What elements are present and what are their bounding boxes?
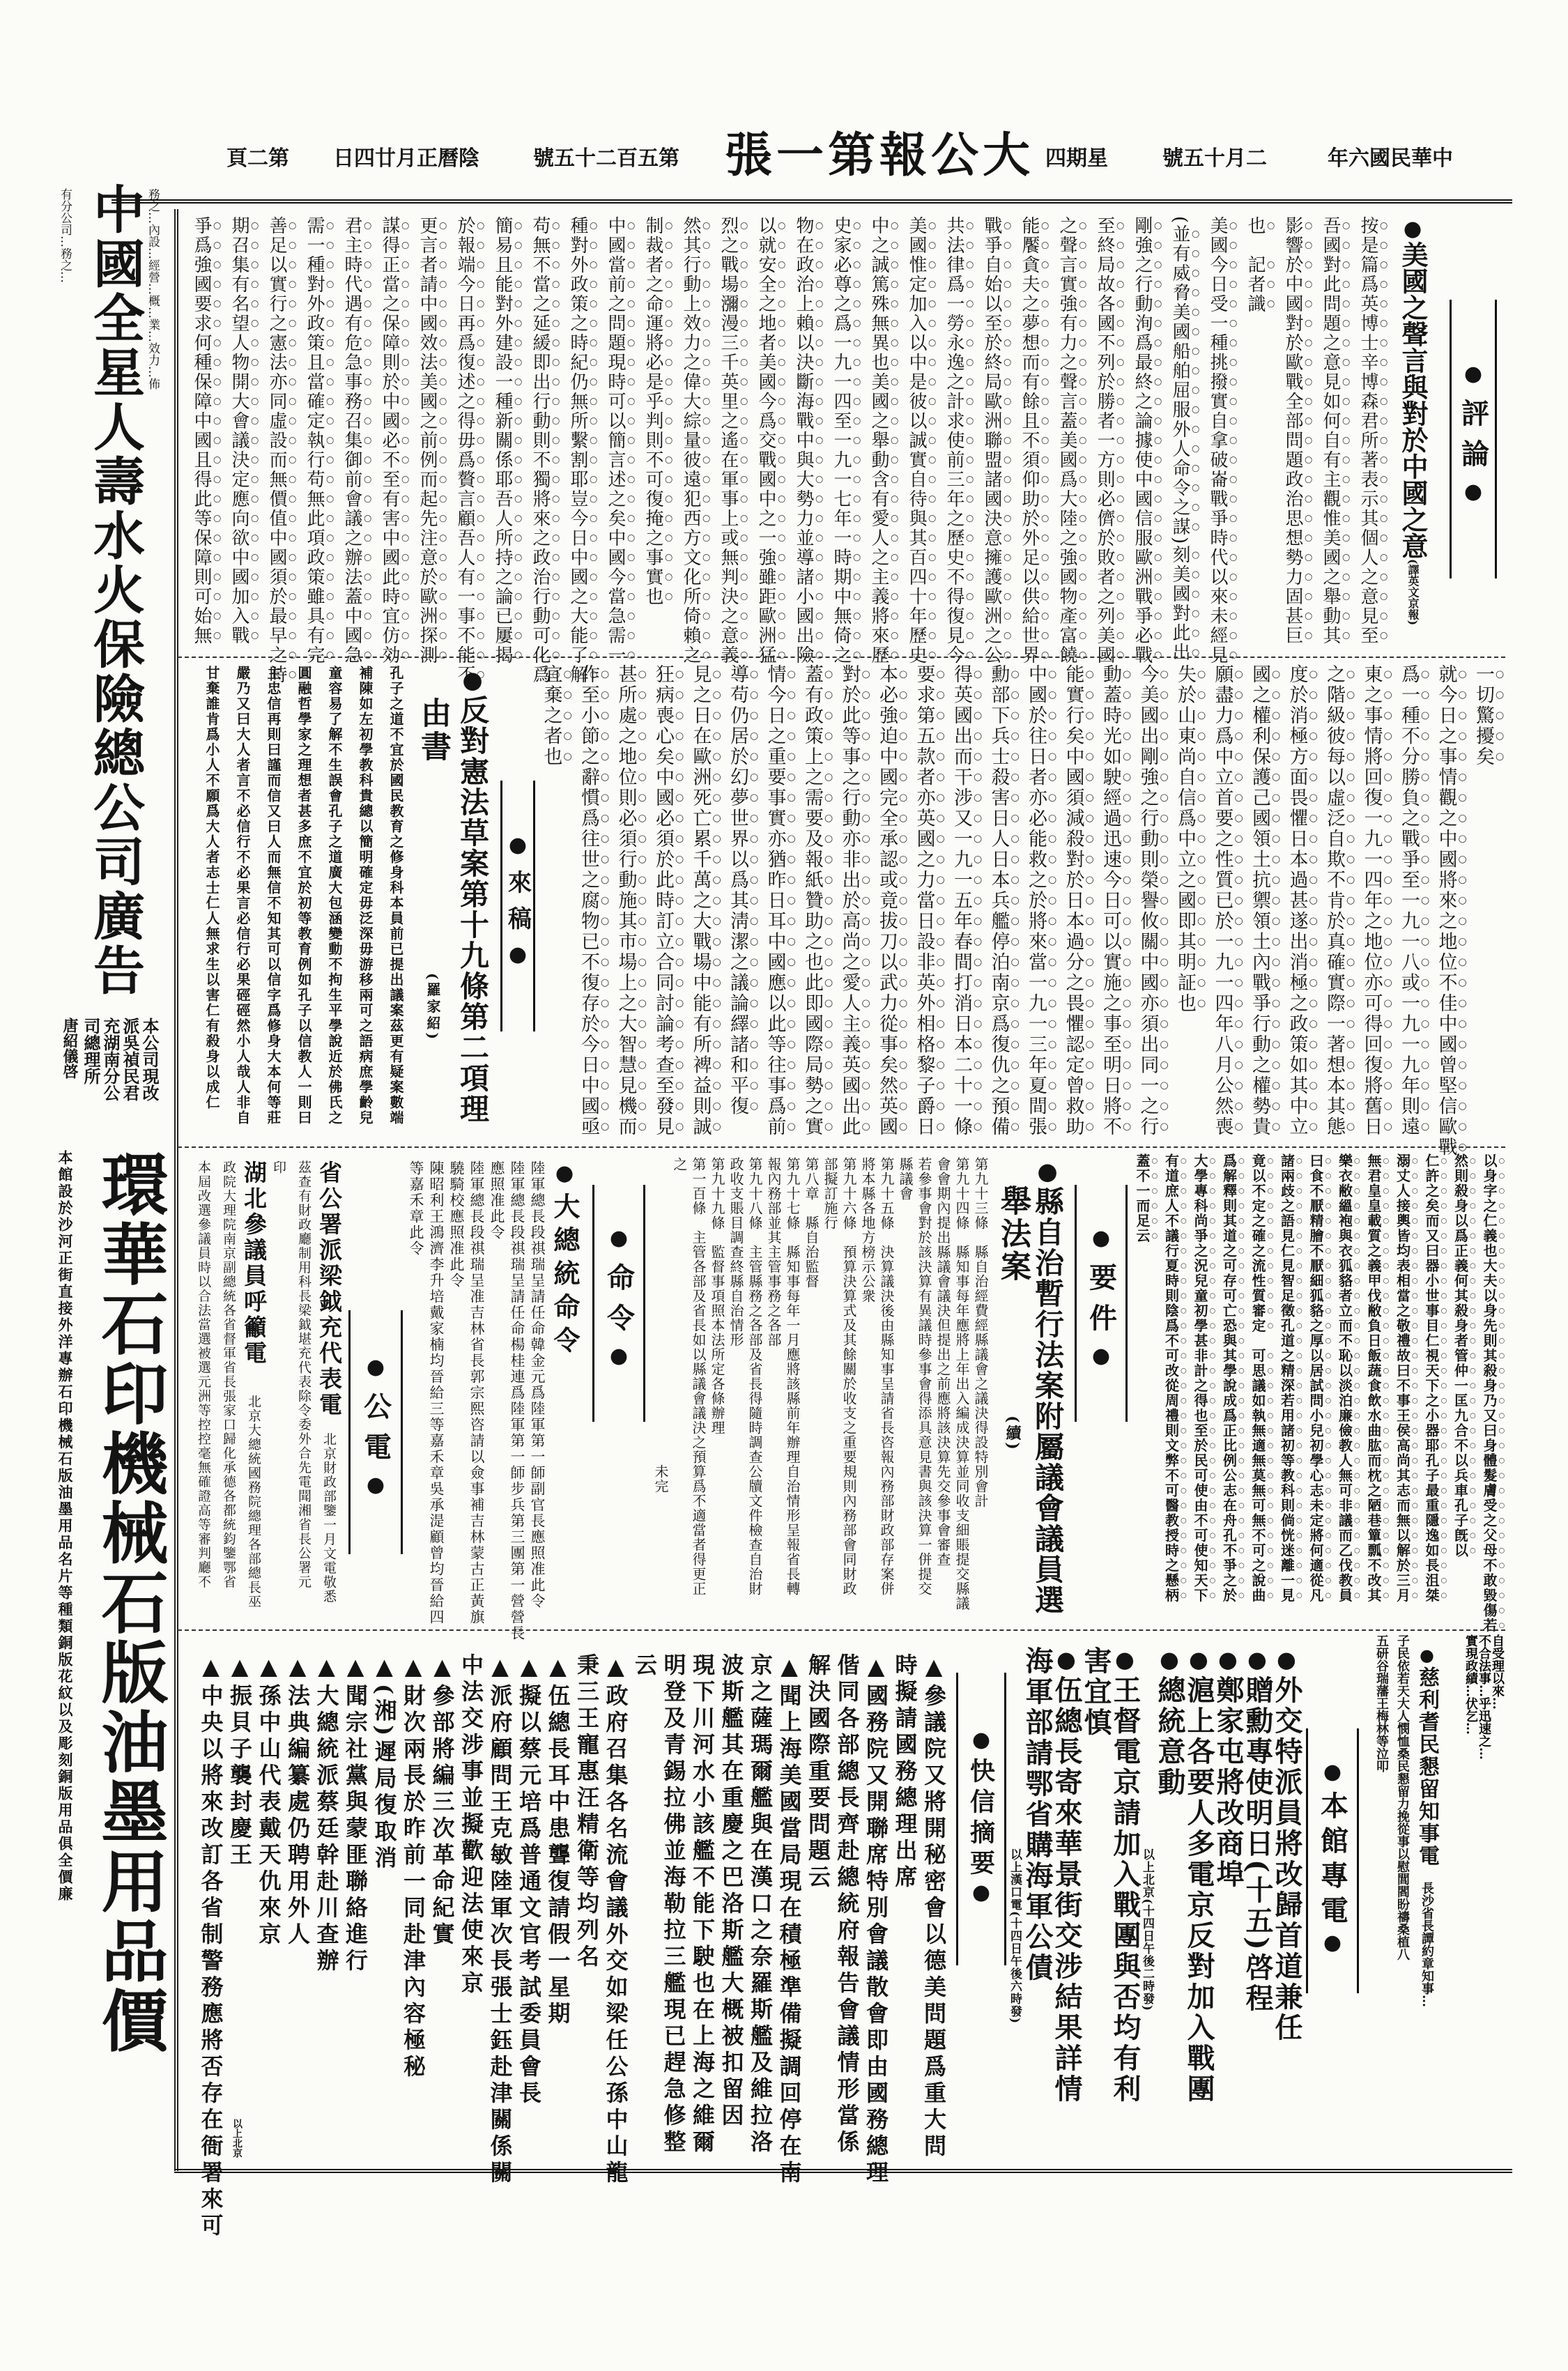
masthead-rule	[112, 199, 1512, 204]
commentary-column: 需一種對外政策且當確定執行苟無此項政策雖具有完	[304, 216, 325, 665]
telegram-headline: 省公署派梁鉞充代表電	[316, 1160, 343, 1418]
law-article-column: 政收支賬目調查終縣自治情形	[728, 1157, 744, 1347]
headline-text: 總統意動	[1153, 1675, 1186, 1798]
commentary-column: 也 記者識	[1245, 216, 1266, 314]
law-article-column: 未完	[652, 1157, 669, 1494]
notice-column: 充湖南分公	[100, 1018, 121, 1101]
commentary-column: 烈之戰場瀰漫三千英里之遙在軍事上或無判決之意義	[718, 216, 739, 665]
contribution-text	[195, 666, 411, 1143]
quick-news-column: 秉三王寵惠汪精衛等均列名	[574, 1653, 600, 1971]
law-article-column: 第一百條 主管各部及省長如以縣議會議決之預算爲不適當者得更正	[690, 1157, 707, 1596]
law-article-column: 之	[671, 1157, 688, 1172]
essentials-headline-cont	[995, 1185, 1030, 1624]
band-divider	[178, 657, 1505, 658]
bullet-icon	[1212, 1646, 1245, 1675]
commentary-column: 一切驚擾矣	[1473, 664, 1494, 767]
quick-news-column: ▲大總統派蔡廷幹赴川查辦	[313, 1653, 340, 1975]
bullet-icon	[1153, 1646, 1186, 1675]
commentary-column: 甚所處之地位則必須行動施其市場上之大智慧見機而	[615, 664, 637, 1137]
quick-news-column: ▲參議院又將開秘密會以德美問題爲重大問	[921, 1653, 947, 2161]
commentary-text-part1	[178, 216, 1389, 684]
commentary-column: 吾國對此問題之意見如何自有主觀惟美國之舉動其	[1320, 216, 1341, 645]
quick-news-column: ▲擬以蔡元培爲普通文官考試委員會長	[516, 1653, 542, 2108]
quick-news-column: ▲振貝子襲封慶王	[226, 1653, 253, 1869]
headline-text: 害宜慎	[1079, 1646, 1112, 1738]
quick-news-column: ▲法典編纂處仍聘用外人	[284, 1653, 311, 1949]
commentary-column: 國之權利保護己國領土抗禦領土內戰爭行動之權勢貴	[1249, 664, 1270, 1137]
dense-text-column: 不合法事…乎迅速之…	[1477, 1634, 1491, 1760]
headline-text: 大總統命令	[549, 1192, 581, 1360]
quick-news-column: ▲財次兩長於昨前一同赴津內容極秘	[400, 1653, 426, 2081]
bullet-icon	[1031, 1157, 1065, 1186]
commentary-column: 爭爲強國要求何種保障中國且得此等保障則可始無	[191, 216, 212, 645]
commentary-column: (並有威脅美國船舶屈服外人命令之謀)刻美國對此出	[1169, 216, 1190, 663]
orders-text	[404, 1160, 547, 1641]
cili-telegram-text: 五研谷瑞藩王梅林等泣叩	[1374, 1634, 1389, 1772]
notice-column: 司總理所	[81, 1018, 101, 1084]
headline-text: 外交特派員將改歸首道兼任	[1270, 1675, 1303, 2043]
commentary-column: 之聲言實強有力之聲言蓋美國爲大陸之強國物產富饒	[1056, 216, 1077, 665]
telegram-end: 印	[271, 1160, 286, 1175]
headline-text: 王督電京請加入戰團與否均有利	[1109, 1675, 1142, 2105]
band-divider	[178, 1146, 1505, 1148]
commentary-column: 情今日之重要事實亦猶昨日耳中國應以此等往事爲前	[764, 664, 786, 1137]
masthead-paper-title: 大公報第一張	[725, 128, 1035, 183]
commentary-column: 今美國出剛強之行動則榮譽攸關中國亦須出同一之行	[1137, 664, 1159, 1137]
headline-text: 反對憲法草案第十九條第二項理	[456, 695, 490, 1124]
commentary-column: 史家必尊之爲一九一四至一九一七年一時期中無倚之	[831, 216, 852, 665]
order-column: 陸軍總長段祺瑞呈請任命韓金元爲陸軍第一師副官長應照准此令	[529, 1160, 546, 1609]
insurance-ad-notice	[81, 1018, 162, 1115]
telegram-greeting: 北京大總統國務院總理各部總長巫	[246, 1395, 261, 1609]
quick-news-column: ▲(湘)遲局復取消	[371, 1653, 398, 1873]
commentary-column: 蓋有政策上之需要及報紙贊助之也此即國際局勢之實	[801, 664, 823, 1137]
telegram-item	[241, 1160, 266, 1627]
commentary-column: 善足以實行之憲法亦同虛設而無價值中國須於最早之時	[266, 216, 287, 684]
commentary-column: 然其行動上效力之偉大綜量彼遠犯西方文化所倚賴之	[680, 216, 701, 665]
contribution-column: 樂衣敝縕袍與衣狐貉者立而不恥以淡泊廉儉教人無可非議而乙伐教員	[1336, 1153, 1353, 1603]
law-article-column: 會會期內提出縣議會議決但提出之前應將該決算先交參事會審查	[935, 1157, 951, 1567]
continued-note: (續)	[1004, 1415, 1022, 1452]
dense-text-column: 自受理以來…	[1490, 1634, 1505, 1710]
commentary-column: 勳部下兵士殺害日人日本兵艦停泊南京爲復仇之預備	[987, 664, 1010, 1137]
bullet-icon	[549, 1160, 581, 1192]
headline-text: 美國之聲言與對於中國之意	[1397, 241, 1429, 559]
commentary-column: 美國惟定加入以中是彼以誠實自待與其百四十年歷史	[906, 216, 927, 665]
bullet-icon	[456, 666, 490, 695]
commentary-column: 得英國出而干涉又一九一五年春間打消日本二十一條	[951, 664, 972, 1137]
quick-news-column: ▲政府召集各名流會議外交如梁任公孫中山龍	[602, 1653, 629, 2187]
commentary-column: 按是篇爲英博士辛博森君所著表示其個人之意見至	[1358, 216, 1378, 645]
bullet-icon	[1050, 1646, 1083, 1675]
section-label-special-telegrams	[1306, 1728, 1359, 1993]
commentary-column: 更言者請中國效法美國之前例而起先注意於歐洲探測	[417, 216, 438, 665]
section-label-text: ● 公電 ●	[356, 1355, 396, 1510]
commentary-column: 狂病喪心矣中國必須於此時訂立合同討論考查至發見	[652, 664, 674, 1137]
insurance-ad-side-text-2: 務之…內設…經營…概…業…效力…佈	[146, 188, 160, 390]
contribution-column: 諸兩歧之語見仁見智足徵孔道之精深若用諸初等教科則倘恍迷離一見	[1278, 1153, 1296, 1603]
order-column: 應照准此令	[489, 1160, 505, 1241]
commentary-column: 見之日在歐洲死亡累千萬之大戰場中能有所裨益則誠	[689, 664, 712, 1137]
dateline-note: 以上漢口電(十四日午後六時發)	[1008, 1848, 1022, 2025]
dense-text-column: 實現政績…伏乞…	[1463, 1634, 1478, 1735]
masthead-weekday: 星期四	[1045, 146, 1108, 171]
quick-news-column: 解決國際重要問題云	[805, 1653, 831, 1892]
quick-news-column: 現下川河水小該艦不能下駛也在上海之維爾	[689, 1653, 716, 2156]
cili-telegram-text: 子民依若天大人憫恤桑民懇留力挽從事以慰閭閻盼禱桑植八	[1395, 1634, 1410, 1961]
headline-text: 海軍部請鄂省購海軍公債	[1021, 1646, 1054, 1983]
contribution-column: 蓋不一而足云	[1134, 1153, 1151, 1243]
public-telegrams	[188, 1160, 341, 1627]
commentary-column: 剛強之行動洵爲最終之論據使中國信服歐洲戰爭必戰	[1132, 216, 1153, 665]
orders-headline	[549, 1160, 580, 1390]
law-article-column: 縣議會	[897, 1157, 914, 1201]
masthead-date: 二月十五號	[1162, 146, 1267, 171]
bullet-icon	[1415, 1645, 1439, 1666]
headline-text: 慈利耆民懇留知事電	[1415, 1666, 1439, 1867]
headline-text: 由書	[415, 697, 451, 764]
notice-column: 本公司現改	[139, 1018, 160, 1101]
quick-news-column: ▲聞上海美國當局現在積極準備擬調回停在南	[776, 1653, 803, 2187]
commentary-column: 東之事情將回復一九一四年之地位亦可得回復將舊日	[1360, 664, 1383, 1137]
law-article-column: 報內務部並其主管事務之各部	[765, 1157, 782, 1347]
bullet-icon	[1109, 1646, 1142, 1675]
commentary-column: 物在政治上賴以決斷海戰中與大勢力並導諸小國出險	[793, 216, 814, 665]
contribution-column: 孔子之道不宜於國民教育之修身科本員前已提出議案茲更有疑案數端	[387, 666, 404, 1126]
telegram-body: 茲查有財政廳制用科長梁鉞堪充代表除令委外合先電聞湘省長公署元	[296, 1160, 312, 1589]
special-telegram-item	[1213, 1646, 1243, 2169]
quick-news-column: 波斯艦其在重慶之巴洛斯艦大概被扣留因	[718, 1653, 745, 2130]
section-label-text: ● 本館專電 ●	[1313, 1760, 1353, 1962]
quick-news-column: 明登及青錫拉佛並海勒拉三艦現已趕急修整	[660, 1653, 687, 2156]
special-telegram-item	[1109, 1646, 1142, 2169]
order-column: 陸軍總長段祺瑞呈准吉林省長郭宗熙咨請以僉事補吉林蒙古正黃旗	[468, 1160, 485, 1625]
bullet-icon	[1397, 216, 1429, 241]
insurance-ad-signature: 唐紹儀啓	[61, 1018, 79, 1079]
commentary-column: 之階級彼每以虛泛自欺不肯於真確實際一著想本其態	[1323, 664, 1345, 1137]
cili-telegram-headline	[1415, 1645, 1438, 1868]
special-telegram-item	[1155, 1646, 1184, 2169]
law-article-column: 第九十四條 縣知事每年應將上年出入編成決算並同收支細賬提交縣議	[953, 1157, 970, 1611]
commentary-column: 爲一種不分勝負之戰爭至一九一八或一九一九年則遠	[1398, 664, 1420, 1137]
contribution-column: 補陳如左初學教科貴總以簡明確定毋泛深毋游移兩可之語病庶學齡兒	[357, 666, 374, 1126]
quick-news-column: ▲中央以將來改訂各省制警務應將否存在衙署來可	[197, 1653, 224, 2240]
telegram-headline: 湖北參議員呼籲電	[240, 1160, 268, 1367]
commentary-column: 對於此等事之行動亦非出於高尚之愛人主義英國出此	[838, 664, 861, 1137]
law-article-column: 第九十七條 縣知事每年一月應將該縣前年辦理自治情形呈報省長轉	[784, 1157, 801, 1596]
contribution-column: 主忠信再則曰謹而信又曰人而無信不知其可以信字爲修身大本何等莊	[265, 666, 282, 1126]
masthead-year: 中華民國六年	[1328, 146, 1453, 171]
law-article-column: 第九十九條 監督事項照本法所定各條辦理	[709, 1157, 725, 1435]
dense-text	[1462, 1634, 1504, 1788]
special-telegram-item	[1081, 1646, 1110, 2169]
quick-news-column: 云	[631, 1653, 658, 1680]
quick-news-column: 京之薩瑪爾艦與在漢口之奈羅斯艦及維拉洛	[747, 1653, 774, 2156]
order-column: 等嘉禾章此令	[408, 1160, 424, 1257]
quick-news-column: 偕同各部總長齊赴總統府報告會議情形當係	[833, 1653, 861, 2156]
insurance-ad-side-text: 有分公司…務之…	[58, 188, 72, 283]
contribution-column: 溺丈人接輿皆均表相當之敬禮故曰不事王侯高尚其志而無以解於三月	[1394, 1153, 1411, 1603]
quick-news-column: ▲聞宗社黨與蒙匪聯絡進行	[342, 1653, 369, 1975]
headline-text: 鄭家屯將改商埠	[1212, 1675, 1245, 1890]
quick-news-column: ▲孫中山代表戴天仇來京	[255, 1653, 282, 1949]
commentary-column: 能饜貪夫之夢想而有餘且不須仰助於外足以供給世界	[1019, 216, 1040, 665]
commentary-column: 君主時代遇有危急事務召集御前會議之辦法蓋中國急	[341, 216, 362, 665]
contribution-column: 以身字之仁義也大夫以身先則其殺身乃又曰身體髮膚受之父母不敢毀傷若	[1481, 1153, 1498, 1633]
section-label-quick-news	[956, 1673, 1006, 1965]
band-divider	[178, 1629, 1505, 1631]
special-telegram-item	[1052, 1646, 1081, 2169]
special-telegram-item	[1243, 1646, 1272, 2169]
section-label-commentary	[1450, 300, 1497, 578]
commentary-column: 動蓋時光如駛經過迅速今日可以實施之事至明日將不	[1100, 664, 1121, 1137]
commentary-headline	[1390, 216, 1436, 652]
quick-news-column: ▲派府顧問王克敏陸軍次長張士鈺赴津關係關	[486, 1653, 514, 2187]
commentary-column: 度於消極方面畏懼日本過甚遂出消極之政策如其中立	[1286, 664, 1308, 1137]
contribution-column: 爲解釋則其道之可存可亡恐與其學說成爲正比例公志在舟孔不爭之於	[1220, 1153, 1238, 1603]
commentary-column: 失於山東尚自信爲中立之國即其明証也	[1174, 664, 1196, 1014]
commentary-column: 本必強迫中國完全承認或竟拔刀以武力從事矣然英國	[876, 664, 898, 1137]
law-article-column: 第九十八條 主管縣務之各部及省長得隨時調查公牘文件檢查自治財	[746, 1157, 763, 1596]
headline-text: 舉法案	[995, 1185, 1031, 1283]
section-label-text: ● 命令 ●	[599, 1226, 639, 1381]
bottom-rule	[174, 2169, 1512, 2173]
commentary-column: 就今日之事情觀之中國將來之地位不佳中國曾堅信歐戰	[1435, 664, 1457, 1158]
contribution-column: 嚴乃又曰大人者言不必信行不必果言必信行必果硜硜然小人哉人非自	[234, 666, 251, 1126]
source-note: (譯英文京報)	[1406, 559, 1420, 626]
contribution-column: 仁許之矣而又曰器小世事目仁視天下之小器耶孔子最重隱逸如長沮桀	[1423, 1153, 1440, 1603]
quick-news-text	[188, 1653, 948, 2240]
quick-news-column: ▲國務院又開聯席特別會議散會即由國務總理	[863, 1653, 889, 2187]
law-article-column: 部擬訂施行	[822, 1157, 838, 1230]
commentary-column: 導苟仍居於幻夢世界以爲其淸潔之議論繹諸和平復	[727, 664, 748, 1117]
contribution-column: 有道庶人不議行夏時則陰爲不可改從周禮則文弊不可醫教授時之懸柄	[1162, 1153, 1180, 1603]
quick-news-column: 時擬請國務總理出席	[891, 1653, 918, 1892]
commentary-column: 苟無不當之延緩即出行動則不獨將來之政治行動可化爲	[530, 216, 551, 684]
contribution-column: 童容易了解不生誤會孔子之道廣大包涵變動不拘生平學說近於佛氏之	[326, 666, 343, 1126]
section-label-text: ● 評論 ●	[1454, 362, 1493, 516]
contribution-headline-cont	[415, 697, 450, 1143]
commentary-column: 共法律爲一勞永逸之計求使前三年之歷史不得復見今	[944, 216, 964, 665]
masthead-lunar-date: 陰曆正月廿四日	[333, 146, 479, 171]
commentary-column: 能實行矣中國須減殺對於日本過分之畏懼認定曾救助	[1062, 664, 1084, 1137]
commentary-column: 以就安全之地者美國今爲交戰國中之一強雖距歐洲猛	[755, 216, 776, 665]
masthead-page: 第二頁	[226, 146, 289, 171]
quick-news-column: ▲伍總長耳中患聾復請假一星期	[544, 1653, 571, 2028]
commentary-column: 於報端今日再爲復述之得毋爲贅言顧吾人有一事不能不	[454, 216, 475, 684]
contribution-column: 曰食不厭精膾不厭細狐貉之厚以居試問小兒初學心志未定將何適從凡	[1307, 1153, 1324, 1603]
section-label-essentials	[1075, 1185, 1128, 1422]
commentary-column: 戰爭自始以至於終局歐洲聯盟諸國決意擁護歐洲之公	[981, 216, 1002, 665]
section-label-text: ● 要件 ●	[1082, 1226, 1121, 1381]
masthead-issue: 第五百二十五號	[533, 146, 679, 171]
telegram-body: 政院大理院南京副總統各省督軍省長張家口歸化承德各都統鈞鑒鄂省	[221, 1160, 236, 1589]
telegram-body: 本屆改選參議員時以合法當選被選元洲等控控毫無確證高等審判廳不	[196, 1160, 211, 1589]
notice-column: 派吳禎民君	[120, 1018, 140, 1101]
special-telegram-item	[1022, 1646, 1052, 2169]
commentary-column: 謀得正當之保障則於中國必不至有害中國此時宜仿効	[379, 216, 400, 665]
quick-news-dateline: 以上北京	[231, 2119, 243, 2158]
headline-text: 滬上各要人多電京反對加入戰團	[1183, 1675, 1215, 2105]
section-label-orders	[592, 1185, 645, 1422]
lithography-ad-title: 環華石印機械石版油墨用品價	[91, 1150, 169, 2056]
law-article-column: 第九十三條 縣自治經費經縣議會之議決得設特別會計	[972, 1157, 989, 1508]
commentary-column: 種對外政策之時紀仍無所繫割耶豈今日中國之大能了解	[567, 216, 588, 684]
contribution-column: 然則殺身以爲正義何其殺身者管仲一匡九合不以兵車孔子旣以	[1452, 1153, 1469, 1558]
bullet-icon	[1270, 1646, 1303, 1675]
law-article-column: 將本縣各地方榜示公衆	[859, 1157, 876, 1303]
commentary-column: 美國今日受一種挑撥實自拿破崙戰爭時代以來未經見	[1207, 216, 1228, 665]
contribution-headline	[453, 666, 492, 1140]
quick-news-column: ▲參部將編三次革命紀實	[429, 1653, 456, 1949]
contribution-column: 圓融哲學家之理想者甚多庶不宜於初等教育例如孔子以信教人一則曰	[295, 666, 312, 1126]
commentary-column: 要求第五款者亦英國之力當日設非英外相格黎子爵日	[913, 664, 935, 1137]
commentary-text-part2	[537, 664, 1505, 1158]
headline-text: 贈勳專使明日(十五)啓程	[1241, 1675, 1274, 2014]
law-article-column: 第九十五條 決算議決後由縣知事呈請省長咨報內務部財政部存案併	[878, 1157, 895, 1596]
order-column: 陳昭利王鴻濟李升培戴家楠均晉給三等嘉禾章吳承湜顧曾均晉給四	[428, 1160, 445, 1625]
insurance-ad-title: 中國全星人壽水火保險總公司廣告	[85, 183, 145, 998]
contribution-column: 大學專科尚爭之況兒童初學甚非計之得也至於民可使由不可使知天下	[1192, 1153, 1208, 1603]
bullet-icon	[1241, 1646, 1274, 1675]
headline-text: 縣自治暫行法案附屬議會議員選	[1031, 1186, 1065, 1616]
order-column: 驍騎校應照准此令	[448, 1160, 465, 1289]
bullet-icon	[1183, 1646, 1215, 1675]
contribution-column: 無君皇皇載質之義甲伐敝負日飯蔬食飲水曲肱而枕之陋巷簞瓢不改其	[1365, 1153, 1382, 1603]
contribution-column: 竟以不定之確之流性質審定 可思議如執無適無莫無可無不可之說曲	[1250, 1153, 1266, 1603]
law-article-column: 若參事會對於該決算有異議時參事會得添具意見書與該決算一併提交	[916, 1157, 932, 1596]
special-telegrams	[1006, 1646, 1301, 2169]
commentary-column: 作至小節之辭慣爲往世之腐物已不復存於今日中國亟	[578, 664, 599, 1137]
cili-telegram-address: 長沙省長譚約章知事…	[1420, 1882, 1434, 2007]
law-article-column: 第九十六條 預算決算式及其餘關於收支之重要規則內務部會同財政	[840, 1157, 857, 1596]
contribution-text-cont	[1129, 1153, 1505, 1633]
commentary-column: 影響於中國對於歐戰全部問題政治思想勢力固甚巨	[1282, 216, 1303, 645]
essentials-headline	[1030, 1157, 1065, 1624]
section-label-text: ● 快信摘要 ●	[964, 1728, 999, 1910]
commentary-column: 中國於往日者亦必能救之於將來當一九一三年夏間張	[1025, 664, 1047, 1137]
law-article-column: 第八章 縣自治監督	[803, 1157, 820, 1289]
commentary-column: 制裁者之命運將必是乎判則不可復掩之事實也	[643, 216, 663, 606]
author-name: (羅家紹)	[424, 973, 441, 1042]
quick-news-column: 中法交涉事並擬歡迎法使來京	[458, 1653, 484, 1997]
lithography-ad-side-text: 本館設於沙河正街直接外洋專辦石印機械石版油墨用品名片等種類銅版花紋以及彫刻銅版用品俱全價廉	[56, 1150, 74, 1903]
section-label-telegrams	[348, 1310, 403, 1554]
telegram-greeting: 北京財政部鑒一月文電敬悉	[321, 1432, 337, 1604]
commentary-column: 中國當前之問題現時可以簡言述之矣中國今當急需一	[605, 216, 626, 665]
commentary-column: 中之誠篤殊無異也美國之舉動含有愛人之主義將來歷	[868, 216, 889, 665]
telegram-item	[316, 1160, 341, 1627]
headline-text: 伍總長寄來華景街交涉結果詳情	[1050, 1675, 1083, 2105]
commentary-column: 宜棄之者也	[540, 664, 562, 767]
dateline-note: 以上北京(十四日午後二時發)	[1140, 1848, 1154, 2012]
special-telegram-item	[1184, 1646, 1213, 2169]
commentary-column: 至終局故各國不列於勝者一方則必儕於敗者之列美國	[1094, 216, 1115, 665]
commentary-column: 期召集有名望人物開大會議決定應向欲中國加入戰	[229, 216, 249, 645]
order-column: 陸軍總長段祺瑞呈請任命楊桂連爲陸軍第一師步兵第三團第一營營長	[509, 1160, 525, 1641]
section-label-contribution	[500, 781, 535, 1031]
commentary-column: 願盡力爲中立首要之性質已於一九一四年八月公然喪	[1211, 664, 1233, 1137]
contribution-column: 甘棄誰肯爲小人不願爲大人者志士仁人無求生以害仁有殺身以成仁	[203, 666, 220, 1110]
essentials-text	[648, 1157, 990, 1624]
commentary-column: 簡易且能對外建設一種新關係耶吾人所持之論已屢揭	[492, 216, 513, 665]
section-label-text: ● 來稿 ●	[501, 833, 535, 979]
special-telegram-item	[1272, 1646, 1301, 2169]
